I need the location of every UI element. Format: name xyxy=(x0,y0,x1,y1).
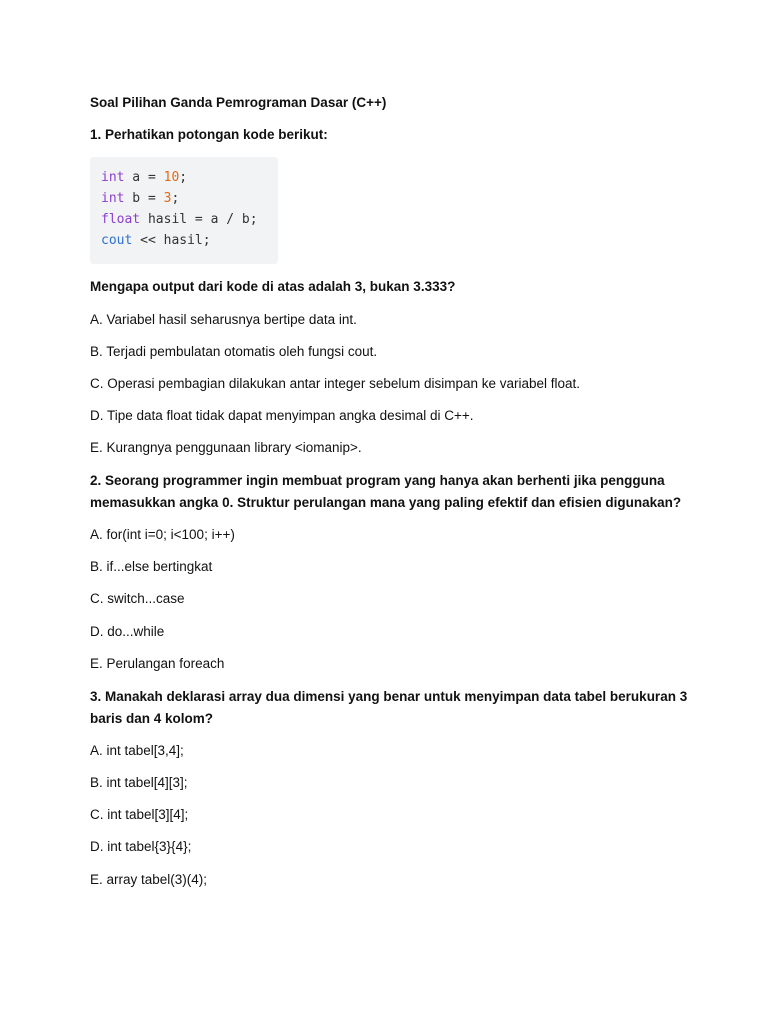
q3-option-a: A. int tabel[3,4]; xyxy=(90,743,184,758)
code-keyword: int xyxy=(101,191,125,206)
code-number: 10 xyxy=(163,170,180,185)
q2-option-a: A. for(int i=0; i<100; i++) xyxy=(90,527,235,542)
q3-option-b: B. int tabel[4][3]; xyxy=(90,775,188,790)
q3-option-e: E. array tabel(3)(4); xyxy=(90,872,208,887)
code-line-2 xyxy=(101,188,278,209)
question-1-prompt: 1. Perhatikan potongan kode berikut: xyxy=(90,127,328,142)
code-snippet xyxy=(90,157,278,264)
q1-option-b: B. Terjadi pembulatan otomatis oleh fungsi cout. xyxy=(90,344,378,359)
q1-option-d: D. Tipe data float tidak dapat menyimpan angka desimal di C++. xyxy=(90,408,474,423)
q2-option-c: C. switch...case xyxy=(90,591,185,606)
code-number: 3 xyxy=(163,191,172,206)
code-text: hasil = a / b; xyxy=(140,212,258,227)
q3-option-d: D. int tabel{3}{4}; xyxy=(90,839,192,854)
code-keyword: int xyxy=(101,170,125,185)
q2-option-e: E. Perulangan foreach xyxy=(90,656,225,671)
q2-option-b: B. if...else bertingkat xyxy=(90,559,213,574)
q1-option-a: A. Variabel hasil seharusnya bertipe data int. xyxy=(90,312,357,327)
code-text: b = xyxy=(124,191,164,206)
q2-option-d: D. do...while xyxy=(90,624,165,639)
code-keyword: float xyxy=(101,212,141,227)
code-text: ; xyxy=(171,191,180,206)
code-text: ; xyxy=(179,170,188,185)
q1-option-e: E. Kurangnya penggunaan library <iomanip>. xyxy=(90,440,362,455)
document-title: Soal Pilihan Ganda Pemrograman Dasar (C++) xyxy=(90,95,387,110)
code-text: << hasil; xyxy=(132,233,211,248)
q1-option-c: C. Operasi pembagian dilakukan antar integer sebelum disimpan ke variabel float. xyxy=(90,376,581,391)
code-text: a = xyxy=(124,170,164,185)
code-line-1 xyxy=(101,167,278,188)
q3-option-c: C. int tabel[3][4]; xyxy=(90,807,189,822)
question-3-prompt: 3. Manakah deklarasi array dua dimensi yang benar untuk menyimpan data tabel berukuran 3 baris dan 4 kolom? xyxy=(90,689,688,726)
question-1-text: Mengapa output dari kode di atas adalah 3, bukan 3.333? xyxy=(90,279,456,294)
question-2-prompt: 2. Seorang programmer ingin membuat program yang hanya akan berhenti jika pengguna memasukkan angka 0. Struktur perulangan mana yang paling efektif dan efisien digunakan? xyxy=(90,473,682,510)
code-line-3 xyxy=(101,209,278,230)
code-function: cout xyxy=(101,233,133,248)
code-line-4 xyxy=(101,230,278,251)
